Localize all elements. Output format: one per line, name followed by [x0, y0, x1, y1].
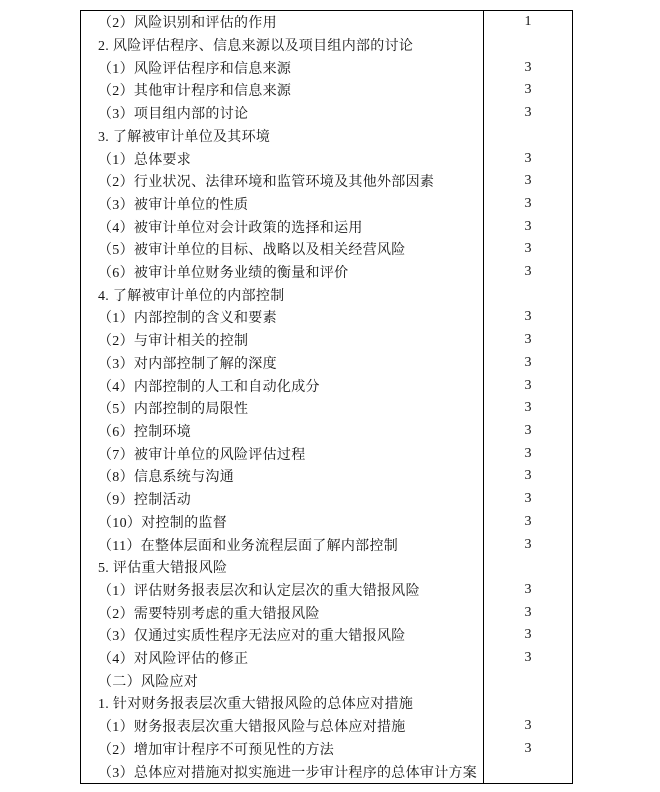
- score-cell-text: 3: [524, 581, 532, 597]
- score-cell: [483, 738, 572, 761]
- topic-cell-text: （3）项目组内部的讨论: [98, 107, 249, 123]
- score-cell: [483, 760, 572, 783]
- score-cell: [483, 510, 572, 533]
- topic-cell-text: （11）在整体层面和业务流程层面了解内部控制: [98, 538, 399, 554]
- score-cell: [483, 147, 572, 170]
- score-cell-text: 3: [524, 604, 532, 620]
- topic-cell: [81, 556, 483, 579]
- table-row: [81, 442, 572, 465]
- table-row: [81, 352, 572, 375]
- score-cell: [483, 306, 572, 329]
- score-cell-text: 3: [524, 173, 532, 189]
- score-cell: [483, 215, 572, 238]
- score-cell-text: 3: [524, 105, 532, 121]
- topic-cell: [81, 601, 483, 624]
- topic-cell: [81, 34, 483, 57]
- score-cell: [483, 374, 572, 397]
- topic-cell: [81, 533, 483, 556]
- table-row: [81, 283, 572, 306]
- table-row: [81, 715, 572, 738]
- score-cell: [483, 238, 572, 261]
- score-cell-text: 3: [524, 740, 532, 756]
- score-cell: [483, 11, 572, 34]
- topic-cell-text: （3）被审计单位的性质: [98, 197, 249, 213]
- score-cell: [483, 533, 572, 556]
- table-row: [81, 533, 572, 556]
- table-row: [81, 420, 572, 443]
- table-row: [81, 11, 572, 34]
- score-cell: [483, 420, 572, 443]
- score-cell-text: 3: [524, 513, 532, 529]
- score-cell-text: 3: [524, 536, 532, 552]
- topic-cell: [81, 760, 483, 783]
- topic-cell: [81, 170, 483, 193]
- topic-cell: [81, 420, 483, 443]
- score-cell-text: 3: [524, 241, 532, 257]
- topic-cell-text: （3）仅通过实质性程序无法应对的重大错报风险: [98, 629, 406, 645]
- topic-cell-text: （4）内部控制的人工和自动化成分: [98, 379, 320, 395]
- topic-cell-text: （1）内部控制的含义和要素: [98, 311, 277, 327]
- topic-cell: [81, 669, 483, 692]
- topic-cell-text: （3）总体应对措施对拟实施进一步审计程序的总体审计方案: [98, 765, 478, 781]
- topic-cell: [81, 147, 483, 170]
- score-cell-text: 3: [524, 59, 532, 75]
- table-row: [81, 760, 572, 783]
- table-row: [81, 329, 572, 352]
- score-cell-text: 3: [524, 150, 532, 166]
- table-row: [81, 34, 572, 57]
- topic-cell: [81, 579, 483, 602]
- topic-cell-text: （2）需要特别考虑的重大错报风险: [98, 606, 320, 622]
- topic-cell: [81, 261, 483, 284]
- table-row: [81, 215, 572, 238]
- table-row: [81, 56, 572, 79]
- topic-cell: [81, 374, 483, 397]
- score-cell: [483, 669, 572, 692]
- topic-cell: [81, 397, 483, 420]
- table-row: [81, 79, 572, 102]
- topic-cell-text: （1）风险评估程序和信息来源: [98, 61, 292, 77]
- table-row: [81, 669, 572, 692]
- topic-cell-text: （2）与审计相关的控制: [98, 334, 249, 350]
- score-cell: [483, 488, 572, 511]
- table-row: [81, 488, 572, 511]
- topic-cell-text: （2）其他审计程序和信息来源: [98, 84, 292, 100]
- score-cell: [483, 102, 572, 125]
- topic-cell: [81, 510, 483, 533]
- score-cell: [483, 79, 572, 102]
- topic-cell: [81, 283, 483, 306]
- score-cell: [483, 397, 572, 420]
- topic-cell-text: （4）被审计单位对会计政策的选择和运用: [98, 220, 363, 236]
- score-cell: [483, 283, 572, 306]
- topic-cell-text: 1. 针对财务报表层次重大错报风险的总体应对措施: [98, 697, 414, 713]
- score-cell-text: 3: [524, 718, 532, 734]
- score-cell-text: 3: [524, 377, 532, 393]
- syllabus-table: [80, 10, 573, 784]
- score-cell: [483, 647, 572, 670]
- topic-cell: [81, 11, 483, 34]
- table-row: [81, 624, 572, 647]
- table-row: [81, 306, 572, 329]
- topic-cell-text: （7）被审计单位的风险评估过程: [98, 447, 306, 463]
- score-cell: [483, 261, 572, 284]
- topic-cell: [81, 442, 483, 465]
- score-cell: [483, 715, 572, 738]
- topic-cell: [81, 738, 483, 761]
- topic-cell-text: 3. 了解被审计单位及其环境: [98, 129, 271, 145]
- topic-cell-text: （二）风险应对: [98, 674, 199, 690]
- score-cell: [483, 556, 572, 579]
- score-cell-text: 3: [524, 400, 532, 416]
- score-cell: [483, 465, 572, 488]
- table-row: [81, 692, 572, 715]
- score-cell: [483, 56, 572, 79]
- topic-cell: [81, 692, 483, 715]
- topic-cell-text: （3）对内部控制了解的深度: [98, 356, 277, 372]
- score-cell: [483, 193, 572, 216]
- score-cell-text: 3: [524, 309, 532, 325]
- topic-cell-text: （5）内部控制的局限性: [98, 402, 249, 418]
- score-cell: [483, 442, 572, 465]
- table-row: [81, 510, 572, 533]
- table-row: [81, 738, 572, 761]
- score-cell: [483, 692, 572, 715]
- score-cell-text: 3: [524, 264, 532, 280]
- score-cell: [483, 352, 572, 375]
- topic-cell: [81, 715, 483, 738]
- topic-cell-text: 5. 评估重大错报风险: [98, 561, 228, 577]
- score-cell-text: 3: [524, 468, 532, 484]
- topic-cell: [81, 352, 483, 375]
- topic-cell: [81, 215, 483, 238]
- table-row: [81, 193, 572, 216]
- topic-cell: [81, 647, 483, 670]
- table-row: [81, 601, 572, 624]
- score-cell: [483, 170, 572, 193]
- topic-cell-text: （1）财务报表层次重大错报风险与总体应对措施: [98, 720, 406, 736]
- score-cell-text: 3: [524, 423, 532, 438]
- topic-cell: [81, 193, 483, 216]
- topic-cell-text: （1）评估财务报表层次和认定层次的重大错报风险: [98, 583, 420, 599]
- score-cell-text: 3: [524, 354, 532, 370]
- score-cell-text: 3: [524, 445, 532, 461]
- topic-cell: [81, 102, 483, 125]
- topic-cell: [81, 79, 483, 102]
- score-cell: [483, 34, 572, 57]
- score-cell-text: 3: [524, 82, 532, 98]
- table-row: [81, 465, 572, 488]
- topic-cell: [81, 56, 483, 79]
- table-row: [81, 647, 572, 670]
- topic-cell-text: （1）总体要求: [98, 152, 192, 168]
- topic-cell-text: 4. 了解被审计单位的内部控制: [98, 288, 285, 304]
- topic-cell-text: （2）增加审计程序不可预见性的方法: [98, 742, 335, 758]
- score-cell-text: 3: [524, 491, 532, 507]
- score-cell-text: 3: [524, 218, 532, 234]
- score-cell-text: 3: [524, 195, 532, 211]
- score-cell-text: 3: [524, 650, 532, 666]
- score-cell: [483, 329, 572, 352]
- table-row: [81, 170, 572, 193]
- score-cell: [483, 579, 572, 602]
- topic-cell-text: （8）信息系统与沟通: [98, 470, 234, 486]
- topic-cell-text: （2）风险识别和评估的作用: [98, 16, 277, 32]
- score-cell-text: 1: [524, 14, 532, 30]
- topic-cell: [81, 488, 483, 511]
- score-cell: [483, 125, 572, 148]
- topic-cell: [81, 329, 483, 352]
- table-row: [81, 147, 572, 170]
- topic-cell: [81, 125, 483, 148]
- table-row: [81, 125, 572, 148]
- table-row: [81, 556, 572, 579]
- topic-cell: [81, 465, 483, 488]
- topic-cell-text: （2）行业状况、法律环境和监管环境及其他外部因素: [98, 175, 435, 191]
- table-row: [81, 374, 572, 397]
- table-row: [81, 261, 572, 284]
- table-row: [81, 579, 572, 602]
- topic-cell-text: （6）被审计单位财务业绩的衡量和评价: [98, 266, 349, 282]
- topic-cell-text: 2. 风险评估程序、信息来源以及项目组内部的讨论: [98, 39, 414, 55]
- topic-cell-text: （10）对控制的监督: [98, 515, 227, 531]
- topic-cell-text: （6）控制环境: [98, 425, 192, 440]
- topic-cell: [81, 238, 483, 261]
- score-cell-text: 3: [524, 627, 532, 643]
- topic-cell-text: （5）被审计单位的目标、战略以及相关经营风险: [98, 243, 406, 259]
- topic-cell-text: （9）控制活动: [98, 493, 192, 509]
- table-row: [81, 238, 572, 261]
- score-cell-text: 3: [524, 332, 532, 348]
- score-cell: [483, 624, 572, 647]
- topic-cell: [81, 306, 483, 329]
- topic-cell: [81, 624, 483, 647]
- topic-cell-text: （4）对风险评估的修正: [98, 652, 249, 668]
- score-cell: [483, 601, 572, 624]
- table-row: [81, 102, 572, 125]
- table-row: [81, 397, 572, 420]
